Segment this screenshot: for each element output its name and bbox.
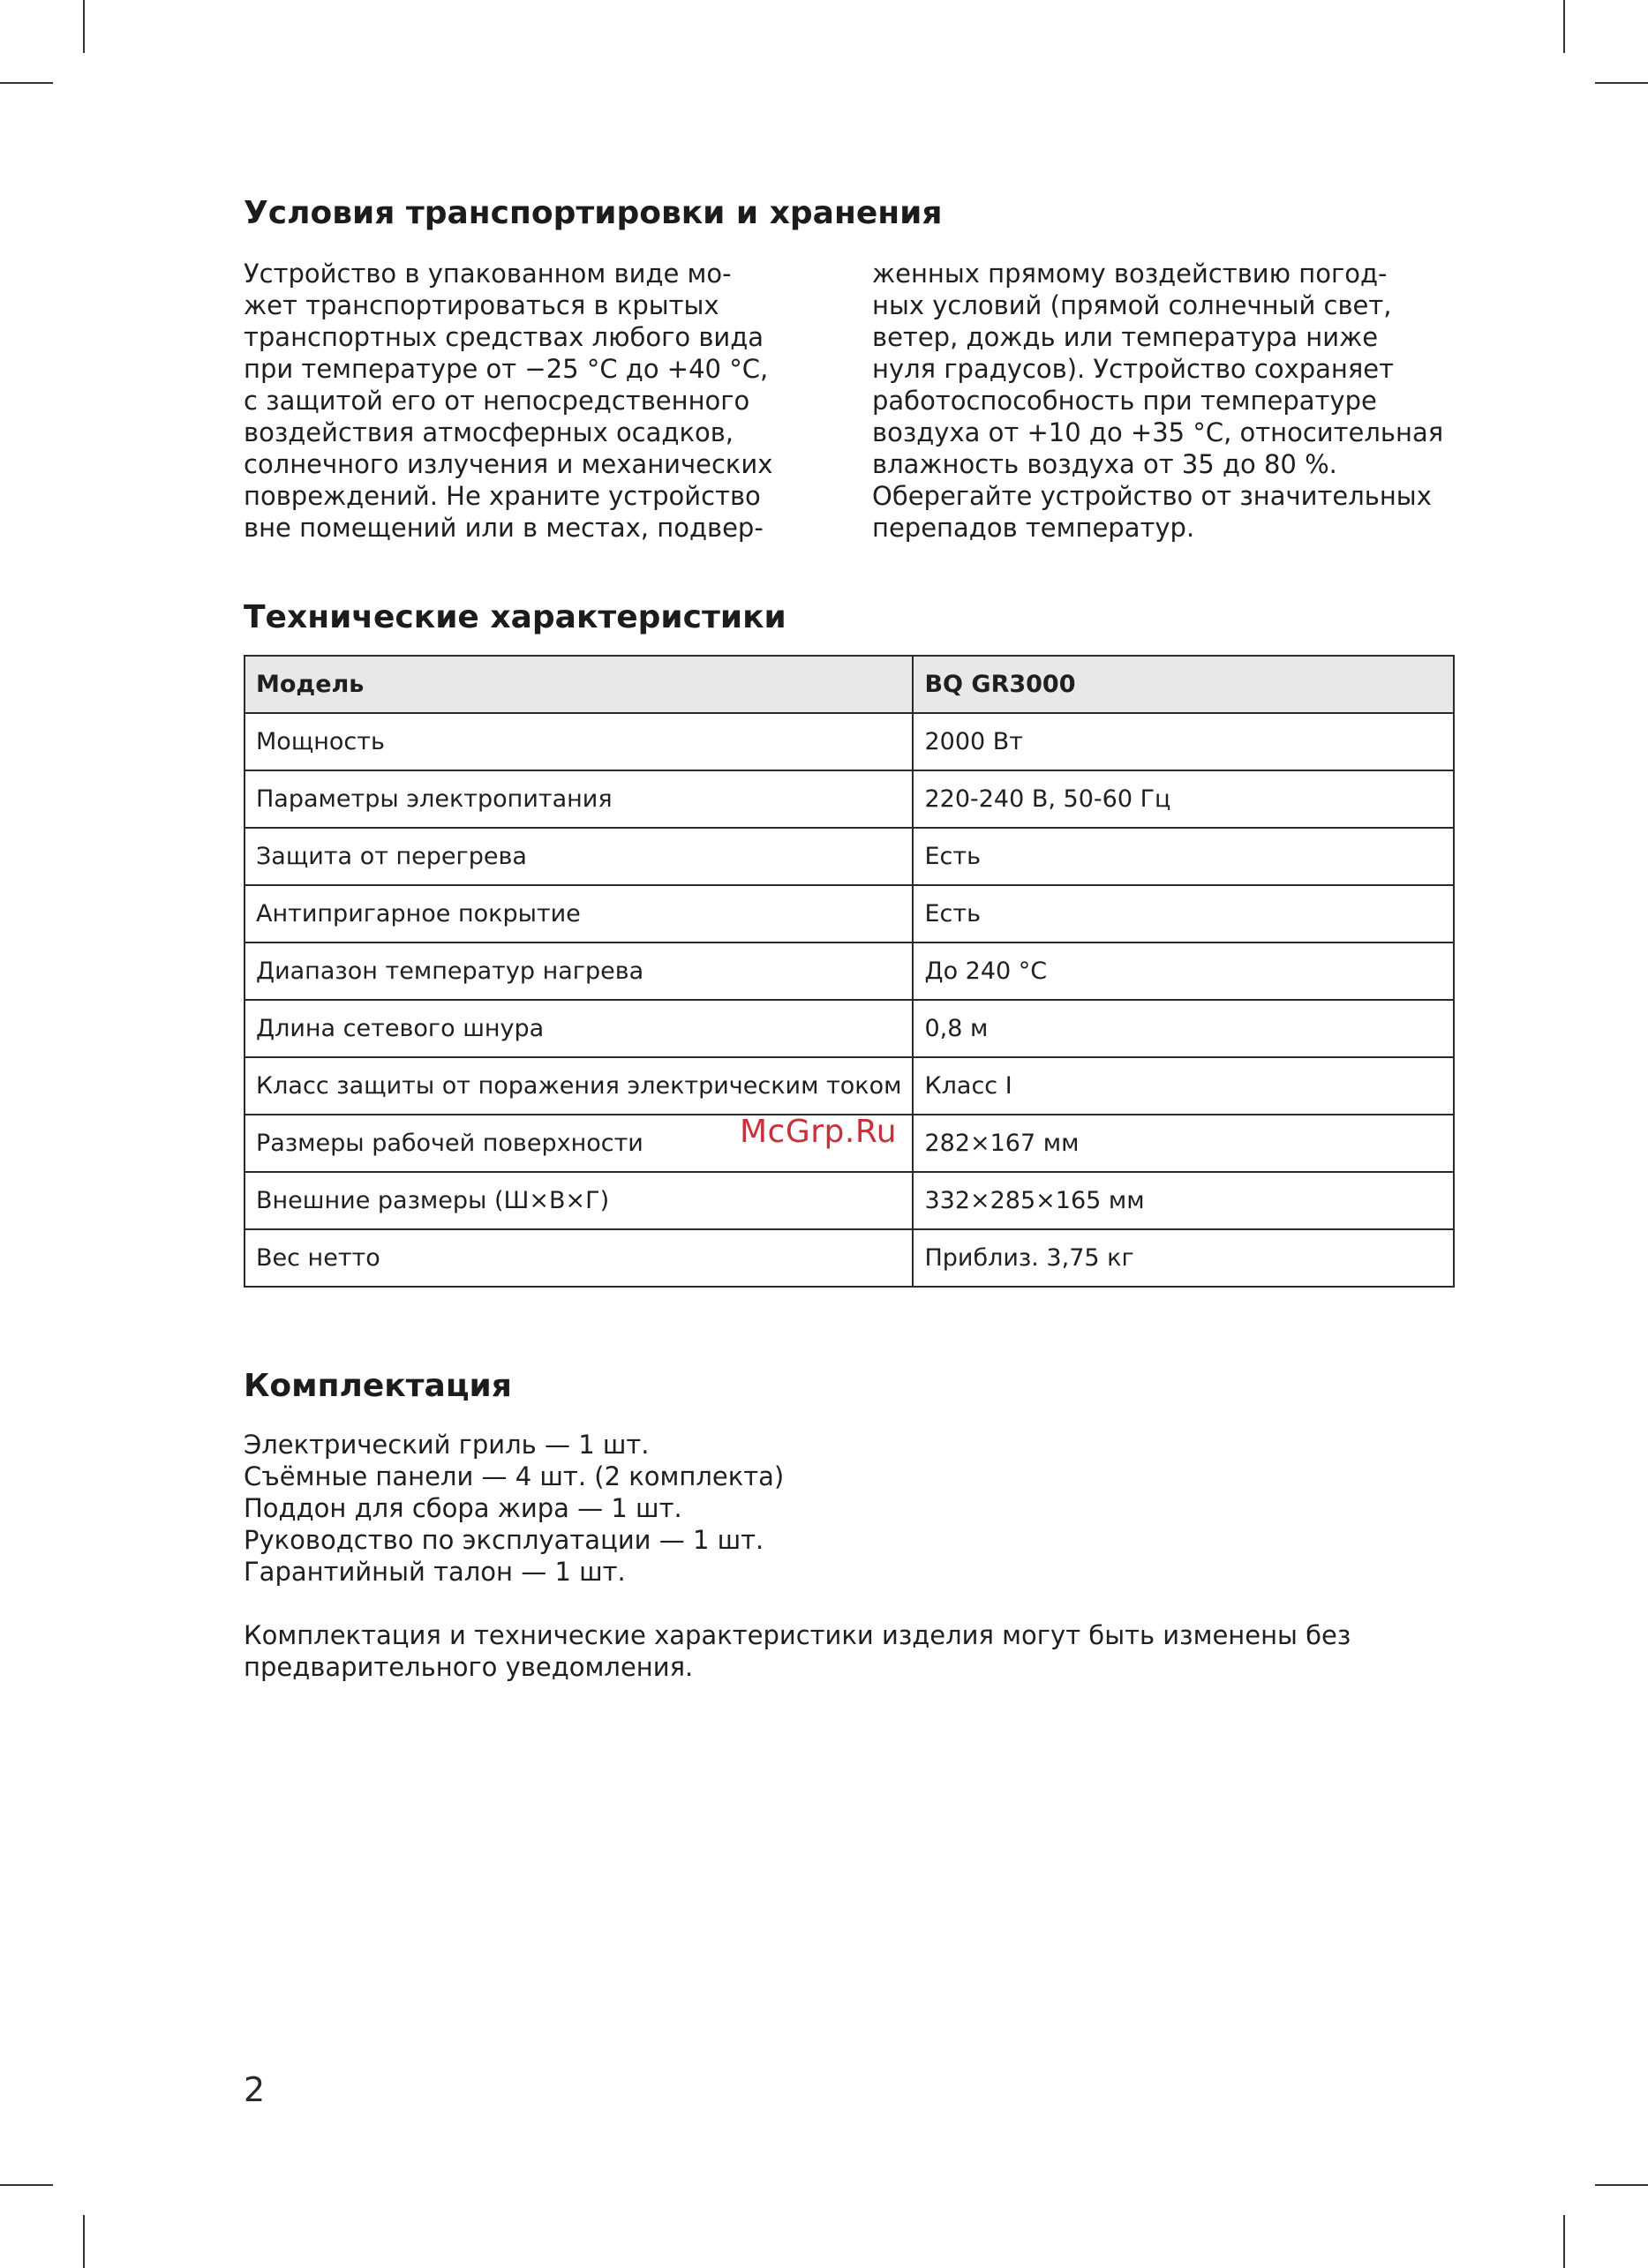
specs-row-value: До 240 °C <box>913 942 1454 1000</box>
transport-text-left: Устройство в упакованном виде мо- жет транспортироваться в крытых транспортных средствах любого вида при температуре от −25 °C до +40 °C, с защитой его от непосредственного воздействия атмосферных осадков, солнечного излучения и механических повреждений. Не храните устройство вне помещений или в местах, подвер- <box>244 259 773 543</box>
specs-row-value: Есть <box>913 885 1454 942</box>
specs-row <box>245 770 1454 828</box>
specs-row-value: 2000 Вт <box>913 713 1454 770</box>
specs-row <box>245 1000 1454 1057</box>
specs-row-value: 0,8 м <box>913 1000 1454 1057</box>
page-content <box>244 194 1455 1683</box>
watermark-text: McGrp.Ru <box>740 1114 898 1150</box>
package-contents-item: Руководство по эксплуатации — 1 шт. <box>244 1525 764 1555</box>
specs-row-label: Антипригарное покрытие <box>245 885 913 942</box>
transport-storage-section <box>244 194 1455 544</box>
specs-row <box>245 885 1454 942</box>
specs-row-value: Приблиз. 3,75 кг <box>913 1229 1454 1287</box>
crop-mark-top-left-horizontal <box>0 82 53 84</box>
package-contents-item: Гарантийный талон — 1 шт. <box>244 1557 626 1587</box>
specs-row <box>245 1172 1454 1229</box>
specs-row-value: Есть <box>913 828 1454 885</box>
crop-mark-bottom-right-vertical <box>1563 2215 1565 2268</box>
transport-text-columns <box>244 258 1455 544</box>
crop-mark-top-right-horizontal <box>1595 82 1648 84</box>
specs-row-label: Защита от перегрева <box>245 828 913 885</box>
specs-heading: Технические характеристики <box>244 599 786 635</box>
specs-table <box>244 655 1455 1288</box>
specs-row-label: Внешние размеры (Ш×В×Г) <box>245 1172 913 1229</box>
specs-header-row <box>245 656 1454 713</box>
specs-row-label: Вес нетто <box>245 1229 913 1287</box>
specs-header-label: Модель <box>245 656 913 713</box>
specs-row-label: Диапазон температур нагрева <box>245 942 913 1000</box>
page-number: 2 <box>244 2070 266 2109</box>
specs-section <box>244 598 1455 1288</box>
package-contents-item: Съёмные панели — 4 шт. (2 комплекта) <box>244 1461 785 1491</box>
specs-row-label: Параметры электропитания <box>245 770 913 828</box>
crop-mark-top-right-vertical <box>1563 0 1565 53</box>
specs-row-label: Длина сетевого шнура <box>245 1000 913 1057</box>
specs-row-value: Класс I <box>913 1057 1454 1115</box>
specs-row <box>245 1229 1454 1287</box>
specs-row-value: 282×167 мм <box>913 1115 1454 1172</box>
package-contents-item: Поддон для сбора жира — 1 шт. <box>244 1493 682 1523</box>
package-contents-list <box>244 1429 1455 1588</box>
package-contents-heading: Комплектация <box>244 1368 512 1404</box>
specs-row-label: Класс защиты от поражения электрическим током <box>245 1057 913 1115</box>
crop-mark-bottom-right-horizontal <box>1595 2184 1648 2186</box>
specs-row-label: Мощность <box>245 713 913 770</box>
package-contents-note: Комплектация и технические характеристики изделия могут быть изменены без предварительного уведомления. <box>244 1620 1351 1682</box>
package-contents-section <box>244 1367 1455 1683</box>
specs-row <box>245 1057 1454 1115</box>
specs-row-label: Размеры рабочей поверхности <box>245 1115 913 1172</box>
transport-text-right: женных прямому воздействию погод- ных условий (прямой солнечный свет, ветер, дождь или температура ниже нуля градусов). Устройство сохраняет работоспособность при температуре воздуха от +10 до +35 °C, относительная влажность воздуха от 35 до 80 %. Оберегайте устройство от значительных перепадов температур. <box>872 259 1444 543</box>
crop-mark-bottom-left-horizontal <box>0 2184 53 2186</box>
specs-row-value: 332×285×165 мм <box>913 1172 1454 1229</box>
package-contents-item: Электрический гриль — 1 шт. <box>244 1430 650 1460</box>
specs-row <box>245 828 1454 885</box>
specs-header-value: BQ GR3000 <box>913 656 1454 713</box>
specs-row <box>245 942 1454 1000</box>
transport-storage-heading: Условия транспортировки и хранения <box>244 195 943 231</box>
specs-row <box>245 713 1454 770</box>
specs-row-value: 220-240 В, 50-60 Гц <box>913 770 1454 828</box>
crop-mark-top-left-vertical <box>83 0 85 53</box>
crop-mark-bottom-left-vertical <box>83 2215 85 2268</box>
